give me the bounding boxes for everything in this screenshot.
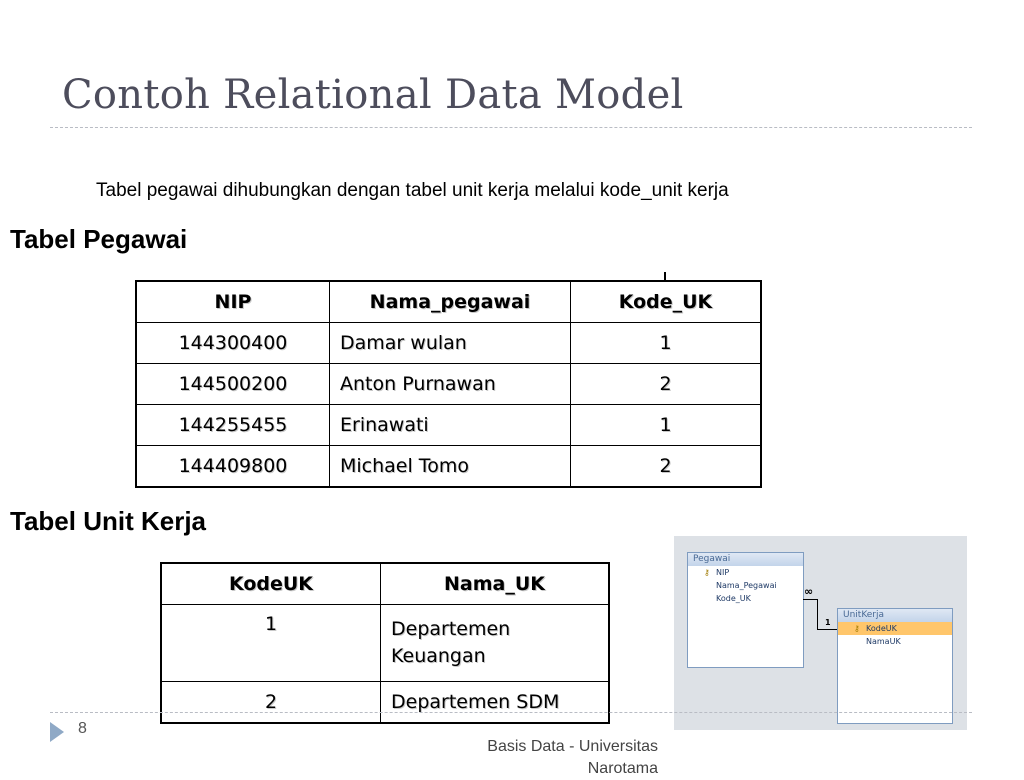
triangle-bullet-icon	[50, 722, 64, 742]
table-cell: Departemen SDM	[381, 682, 610, 724]
entity-field: NamaUK	[866, 637, 901, 646]
table-row	[136, 446, 761, 488]
table-cell: 2	[571, 364, 762, 405]
entity-title: Pegawai	[688, 553, 803, 566]
one-symbol: 1	[825, 618, 831, 627]
table-cell: 144500200	[136, 364, 330, 405]
slide-subtitle: Tabel pegawai dihubungkan dengan tabel unit kerja melalui kode_unit kerja	[96, 180, 729, 201]
table-cell: 144255455	[136, 405, 330, 446]
relationship-line	[817, 629, 837, 630]
key-icon: ⚷	[704, 568, 710, 577]
table-cell: Erinawati	[330, 405, 571, 446]
pegawai-table	[135, 280, 762, 488]
footer-divider	[50, 712, 972, 713]
table-cell: Michael Tomo	[330, 446, 571, 488]
table-cell: Departemen Keuangan	[381, 605, 610, 682]
entity-field: Nama_Pegawai	[716, 581, 777, 590]
table-header-row	[161, 563, 609, 605]
table-header-row	[136, 281, 761, 323]
key-icon: ⚷	[854, 624, 860, 633]
title-divider	[50, 127, 972, 128]
table-row	[161, 682, 609, 724]
footer-text: Basis Data - Universitas Narotama	[487, 738, 658, 777]
entity-title: UnitKerja	[838, 609, 952, 622]
pegawai-entity-box	[687, 552, 804, 668]
column-header: KodeUK	[161, 563, 381, 605]
table-cell: Anton Purnawan	[330, 364, 571, 405]
table-row	[136, 405, 761, 446]
unit-kerja-heading: Tabel Unit Kerja	[10, 506, 207, 536]
table-row	[161, 605, 609, 682]
unitkerja-entity-box	[837, 608, 953, 724]
entity-field: ⚷ KodeUK	[838, 622, 952, 635]
slide-title: Contoh Relational Data Model	[62, 72, 684, 118]
table-row	[136, 323, 761, 364]
table-cell: 1	[571, 405, 762, 446]
table-cell: Damar wulan	[330, 323, 571, 364]
table-cell: 2	[571, 446, 762, 488]
table-cell: 144409800	[136, 446, 330, 488]
relationship-line	[803, 599, 817, 600]
column-header: Nama_UK	[381, 563, 610, 605]
table-cell: 2	[161, 682, 381, 724]
entity-field: ⚷ NIP	[704, 568, 730, 577]
many-symbol: ∞	[804, 585, 814, 598]
relationship-diagram	[674, 536, 967, 730]
entity-field: Kode_UK	[716, 594, 751, 603]
table-cell: 1	[161, 605, 381, 682]
table-row	[136, 364, 761, 405]
page-number: 8	[78, 720, 87, 737]
column-header: Nama_pegawai	[330, 281, 571, 323]
column-header: Kode_UK	[571, 281, 762, 323]
stray-mark	[664, 272, 666, 280]
table-cell: 1	[571, 323, 762, 364]
column-header: NIP	[136, 281, 330, 323]
relationship-line	[817, 599, 818, 629]
pegawai-heading: Tabel Pegawai	[10, 224, 188, 254]
table-cell: 144300400	[136, 323, 330, 364]
unit-kerja-table	[160, 562, 610, 724]
